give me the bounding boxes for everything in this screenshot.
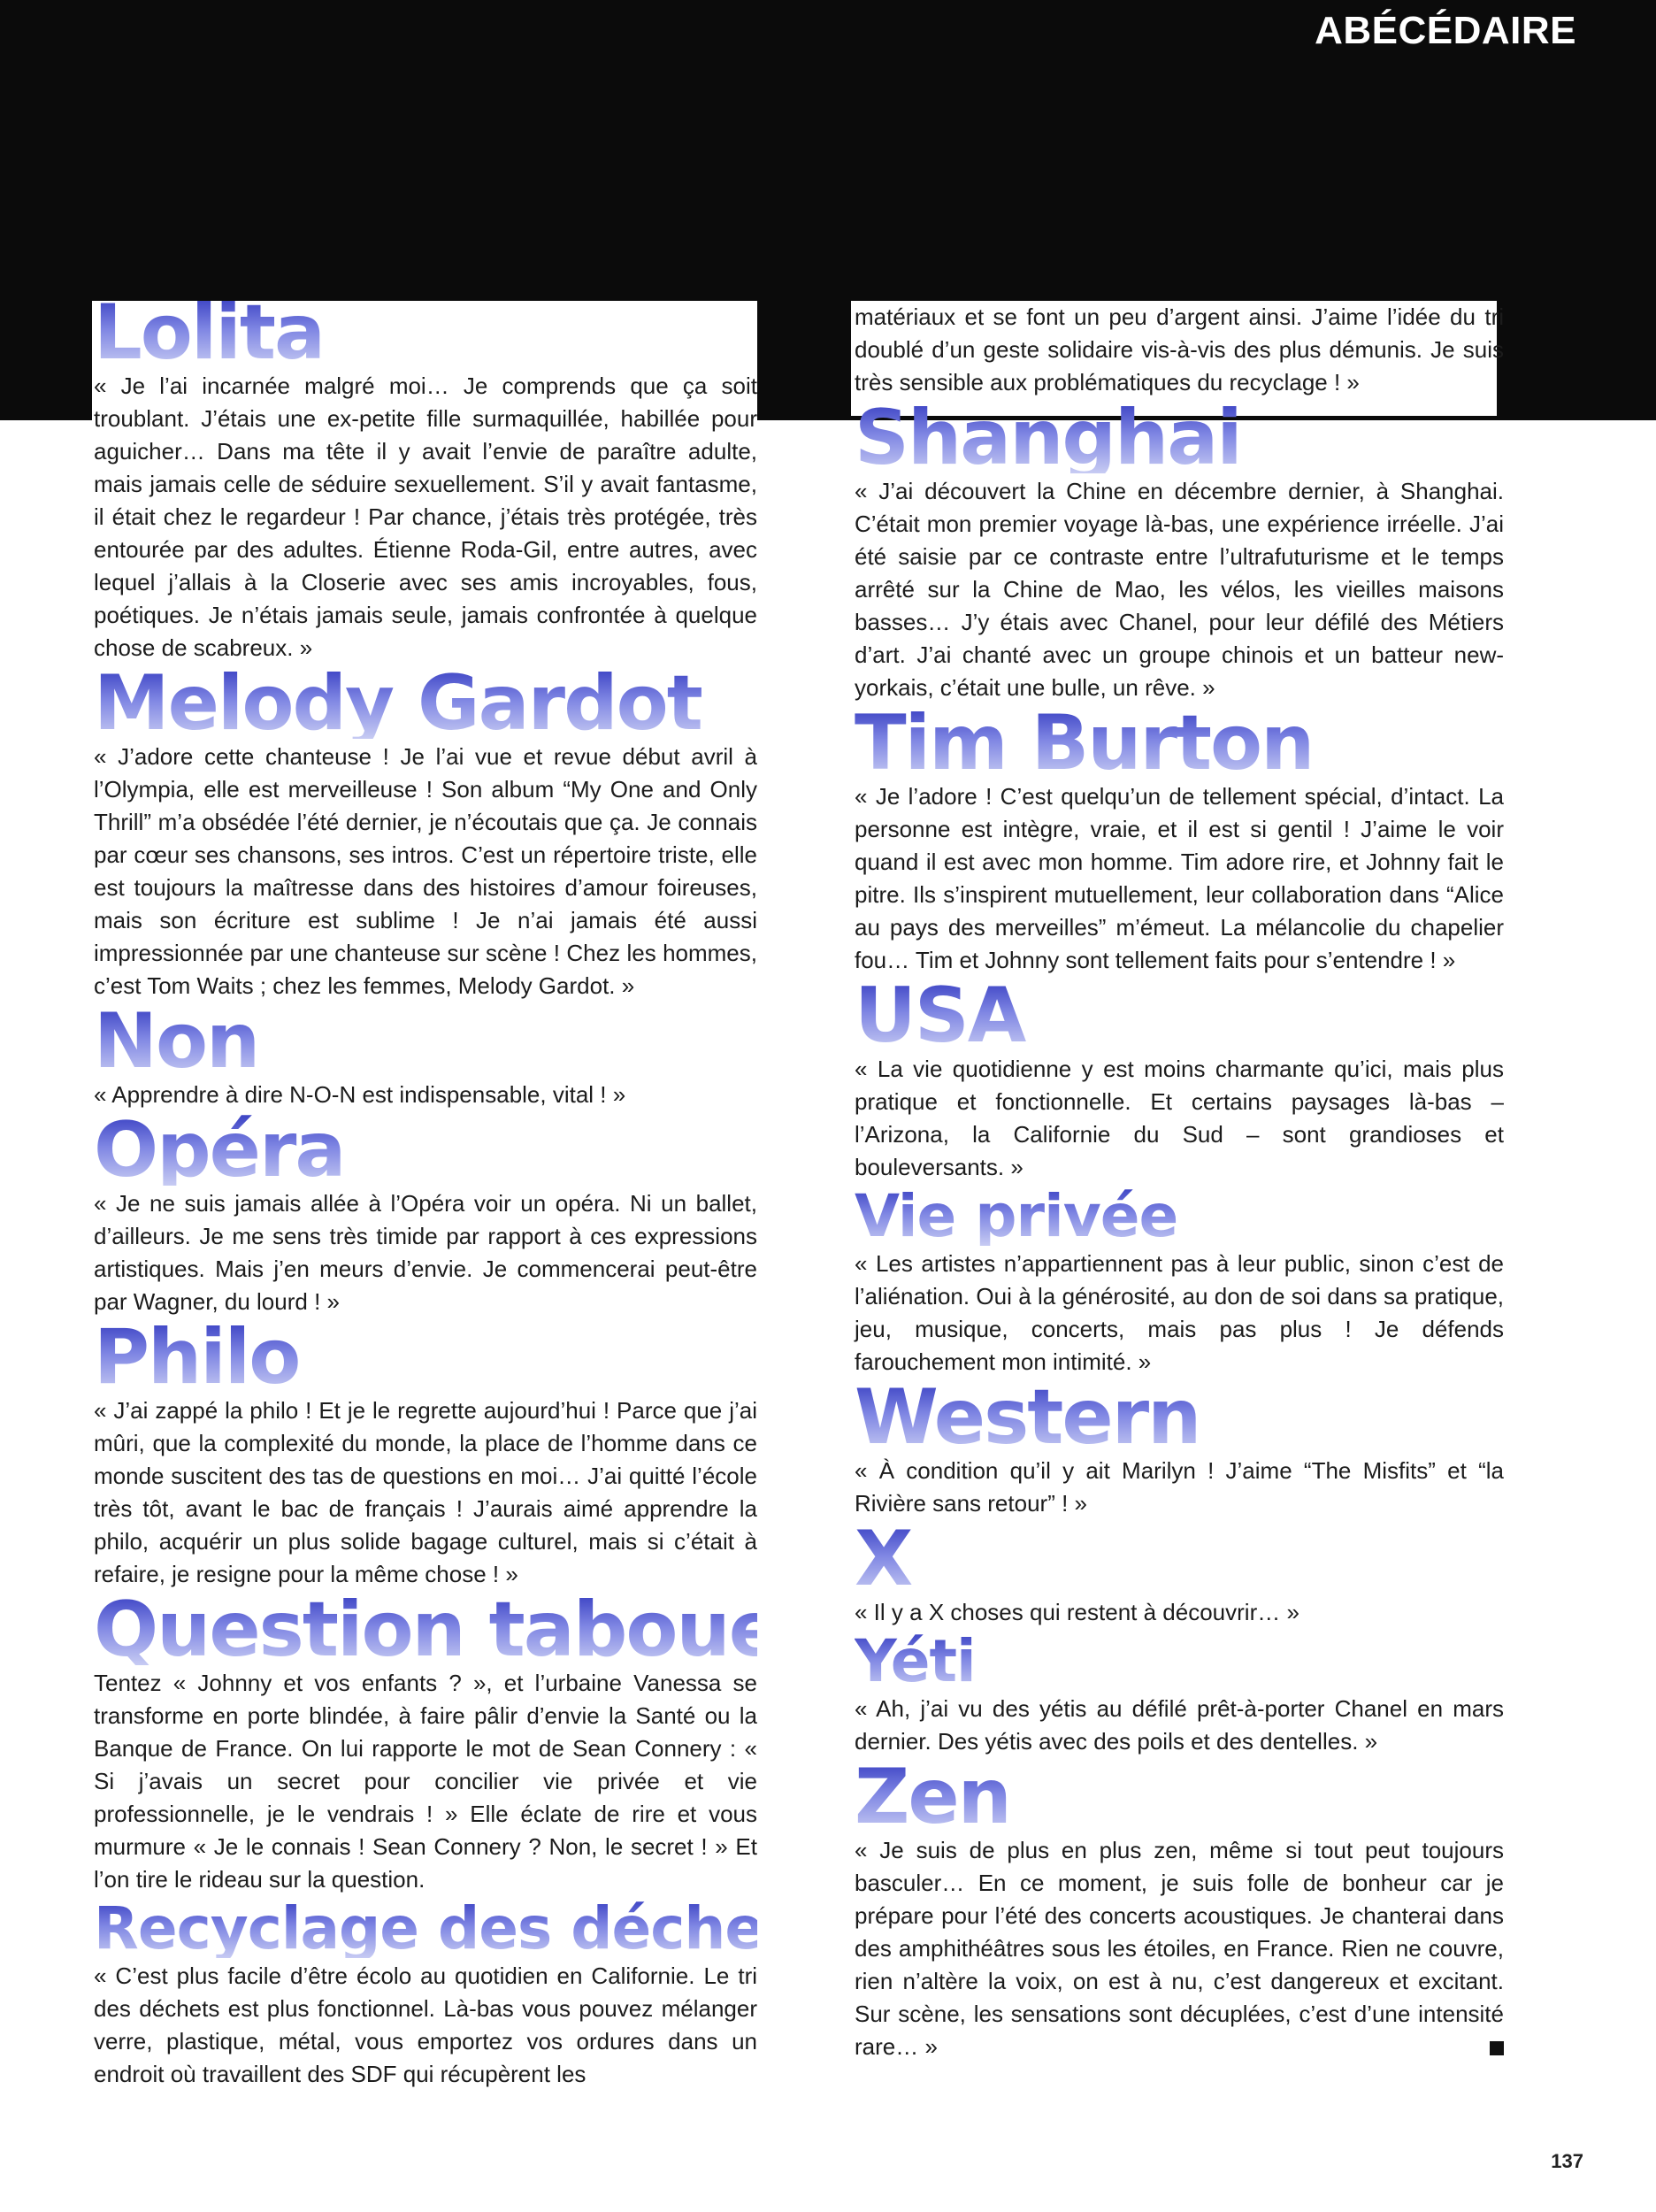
entry-text: « C’est plus facile d’être écolo au quotidien en Californie. Le tri des déchets est plus fonctionnel. Là-bas vous pouvez mélanger verre, plastique, métal, vous emportez vos ordures dans un endroit où travaillent des SDF qui récupèrent les xyxy=(94,1962,757,2087)
entry-text: « Je l’adore ! C’est quelqu’un de tellement spécial, d’intact. La personne est intègre, vraie, et il est si gentil ! J’aime le voir quand il est avec mon homme. Tim adore rire, et Johnny fait le pitre. Ils s’inspirent mutuellement, leur collaboration dans “Alice au pays des merveilles” m’émeut. La mélancolie du chapelier fou… Tim et Johnny sont tellement faits pour s’entendre ! » xyxy=(855,783,1504,973)
entry-text: « Apprendre à dire N-O-N est indispensable, vital ! » xyxy=(94,1081,626,1108)
entry-tim-burton xyxy=(855,699,1504,977)
section-label: ABÉCÉDAIRE xyxy=(1315,9,1576,52)
entry-question-taboue xyxy=(94,1586,779,1896)
entry-title: Lolita xyxy=(94,297,757,368)
entry-title: Zen xyxy=(855,1762,1504,1832)
entry-title: Western xyxy=(855,1382,1504,1453)
entry-text: « La vie quotidienne y est moins charmante qu’ici, mais plus pratique et fonctionnelle. Et certains paysages là-bas – l’Arizona, la Californie du Sud – sont grandioses et bouleversants. » xyxy=(855,1056,1504,1180)
right-column xyxy=(855,301,1504,2063)
entry-lolita xyxy=(94,288,757,664)
entry-philo xyxy=(94,1313,757,1591)
entry-title: X xyxy=(855,1524,1504,1594)
entry-text: « Il y a X choses qui restent à découvrir… » xyxy=(855,1599,1300,1625)
entry-western xyxy=(855,1373,1504,1520)
entry-vie-privee xyxy=(855,1182,1504,1379)
entry-title: Question taboue xyxy=(94,1586,779,1674)
entry-yeti xyxy=(855,1627,1504,1758)
entry-non xyxy=(94,997,757,1111)
entry-text-wrap xyxy=(855,1834,1504,2063)
page-number: 137 xyxy=(1551,2150,1583,2172)
entry-title: Shanghai xyxy=(855,403,1504,473)
end-of-article-mark xyxy=(1490,2041,1504,2055)
entry-recyclage xyxy=(94,1894,824,2091)
entry-zen xyxy=(855,1753,1504,2063)
entry-usa xyxy=(855,972,1504,1184)
entry-x xyxy=(855,1515,1504,1629)
entry-text: « J’ai zappé la philo ! Et je le regrette aujourd’hui ! Parce que j’ai mûri, que la complexité du monde, la place de l’homme dans ce monde suscitent des tas de questions en moi… J’ai quitté l’école très tôt, avant le bac de français ! J’aurais aimé apprendre la philo, acquérir un plus solide bagage culturel, mais si c’était à refaire, je resigne pour la même chose ! » xyxy=(94,1397,757,1587)
entry-title: Melody Gardot xyxy=(94,668,757,739)
entry-title: Philo xyxy=(94,1322,757,1393)
continued-text: matériaux et se font un peu d’argent ainsi. J’aime l’idée du tri doublé d’un geste solidaire vis-à-vis des plus démunis. Je suis très sensible aux problématiques du recyclage ! » xyxy=(855,303,1504,396)
entry-title: Tim Burton xyxy=(855,708,1504,779)
entry-title: Opéra xyxy=(94,1115,757,1186)
entry-melody-gardot xyxy=(94,659,757,1002)
entry-shanghai xyxy=(855,394,1504,704)
entry-text: « À condition qu’il y ait Marilyn ! J’aime “The Misfits” et “la Rivière sans retour” ! » xyxy=(855,1457,1504,1517)
entry-text: « Ah, j’ai vu des yétis au défilé prêt-à-porter Chanel en mars dernier. Des yétis avec des poils et des dentelles. » xyxy=(855,1695,1504,1755)
left-column xyxy=(94,288,824,2091)
entry-opera xyxy=(94,1106,757,1318)
entry-text: « Les artistes n’appartiennent pas à leur public, sinon c’est de l’aliénation. Oui à la générosité, au don de soi dans sa pratique, jeu, musique, concerts, mais pas plus ! Je défends farouchement mon intimité. » xyxy=(855,1250,1504,1375)
entry-text: Tentez « Johnny et vos enfants ? », et l’urbaine Vanessa se transforme en porte blindée, à faire pâlir d’envie la Santé ou la Banque de France. On lui rapporte le mot de Sean Connery : « Si j’avais un secret pour concilier vie privée et vie professionnelle, je le vendrais ! » Elle éclate de rire et vous murmure « Je le connais ! Sean Connery ? Non, le secret ! » Et l’on tire le rideau sur la question. xyxy=(94,1670,757,1893)
entry-text: « J’ai découvert la Chine en décembre dernier, à Shanghai. C’était mon premier voyage là-bas, une expérience irréelle. J’ai été saisie par ce contraste entre l’ultrafuturisme et le temps arrêté sur la Chine de Mao, les vélos, les vieilles maisons basses… J’y étais avec Chanel, pour leur défilé des Métiers d’art. J’ai chanté avec un groupe chinois et un batteur new-yorkais, c’était une bulle, un rêve. » xyxy=(855,478,1504,701)
entry-title: Yéti xyxy=(855,1632,1504,1691)
entry-text: « J’adore cette chanteuse ! Je l’ai vue et revue début avril à l’Olympia, elle est merveilleuse ! Son album “My One and Only Thrill” m’a obsédée l’été dernier, je n’écoutais que ça. Je connais par cœur ses chansons, ses intros. C’est un répertoire triste, elle est toujours la maîtresse dans des histoires d’amour foireuses, mais son écriture est sublime ! Je n’ai jamais été aussi impressionnée par une chanteuse sur scène ! Chez les hommes, c’est Tom Waits ; chez les femmes, Melody Gardot. » xyxy=(94,743,757,999)
entry-title: Non xyxy=(94,1006,757,1077)
entry-title: USA xyxy=(855,980,1504,1051)
entry-text: « Je ne suis jamais allée à l’Opéra voir un opéra. Ni un ballet, d’ailleurs. Je me sens très timide par rapport à ces expressions artistiques. Mais j’en meurs d’envie. Je commencerai peut-être par Wagner, du lourd ! » xyxy=(94,1190,757,1315)
entry-text: « Je l’ai incarnée malgré moi… Je comprends que ça soit troublant. J’étais une ex-petite fille surmaquillée, habillée pour aguicher… Dans ma tête il y avait l’envie de paraître adulte, mais jamais celle de séduire sexuellement. S’il y avait fantasme, il était chez le regardeur ! Par chance, j’étais très protégée, très entourée par des adultes. Étienne Roda-Gil, entre autres, avec lequel j’allais à la Closerie avec ses amis incroyables, fous, poétiques. Je n’étais jamais seule, jamais confrontée à quelque chose de scabreux. » xyxy=(94,373,757,661)
entry-title: Recyclage des déchets xyxy=(94,1894,824,1962)
entry-text: « Je suis de plus en plus zen, même si tout peut toujours basculer… En ce moment, je suis folle de bonheur car je prépare pour l’été des concerts acoustiques. Je chanterai dans des amphithéâtres sous les étoiles, en France. Rien ne couvre, rien n’altère la voix, on est à nu, c’est dangereux et excitant. Sur scène, les sensations sont décuplées, c’est d’une intensité rare… » xyxy=(855,1837,1504,2060)
entry-title: Vie privée xyxy=(855,1187,1504,1246)
